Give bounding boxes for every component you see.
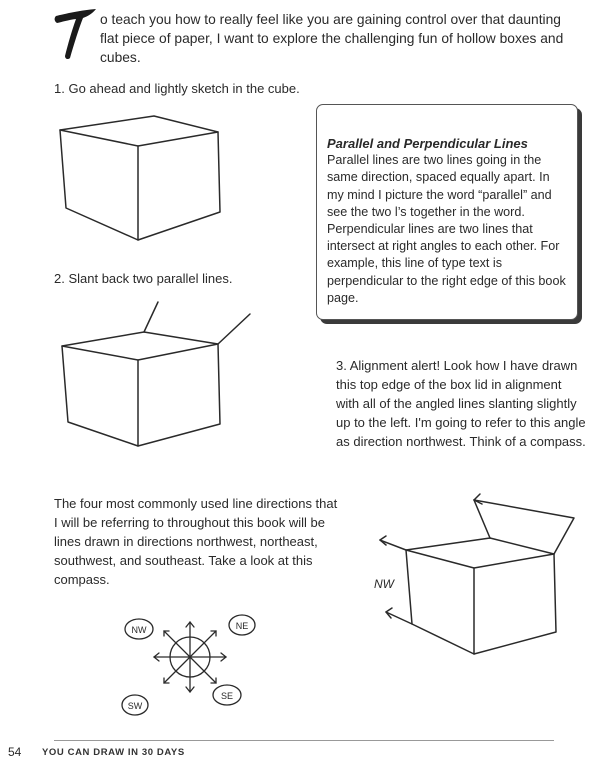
parallel-perpendicular-callout [316,104,578,320]
compass-label-se: SE [220,691,234,701]
running-head: YOU CAN DRAW IN 30 DAYS [42,747,185,758]
page-number: 54 [8,745,22,759]
dropcap-letter [52,6,100,62]
callout-title: Parallel and Perpendicular Lines [327,136,528,151]
compass-diagram [114,606,264,718]
compass-label-sw: SW [127,701,143,711]
compass-label-nw: NW [131,625,147,635]
cube-sketch-2 [54,298,254,448]
step-1-text: 1. Go ahead and lightly sketch in the cube. [54,81,300,96]
compass-intro-text: The four most commonly used line directions that I will be referring to throughout this book will be lines drawn in directions northwest, northeast, southwest, and southeast. Take a look at this compass. [54,496,338,587]
footer-rule [54,740,554,741]
compass-label-ne: NE [235,621,249,631]
nw-direction-label: NW [374,577,394,591]
step-2-text: 2. Slant back two parallel lines. [54,271,233,286]
intro-paragraph: o teach you how to really feel like you are gaining control over that daunting flat piece of paper, I want to explore the challenging fun of hollow boxes and cubes. [100,12,564,65]
step-3-text: 3. Alignment alert! Look how I have drawn this top edge of the box lid in alignment with all of the angled lines slanting slightly up to the left. I'm going to refer to this angle as direction northwest. Think of a compass. [336,358,586,449]
cube-sketch-1 [54,108,228,248]
callout-body: Parallel lines are two lines going in the same direction, spaced equally apart. In my mind I picture the word “parallel” and see the two l’s together in the word. Perpendicular lines are two lines that intersect at right angles to each other. For example, this line of type text is perpendicular to the right edge of this book page. [327,153,566,305]
cube-sketch-3 [364,490,584,660]
